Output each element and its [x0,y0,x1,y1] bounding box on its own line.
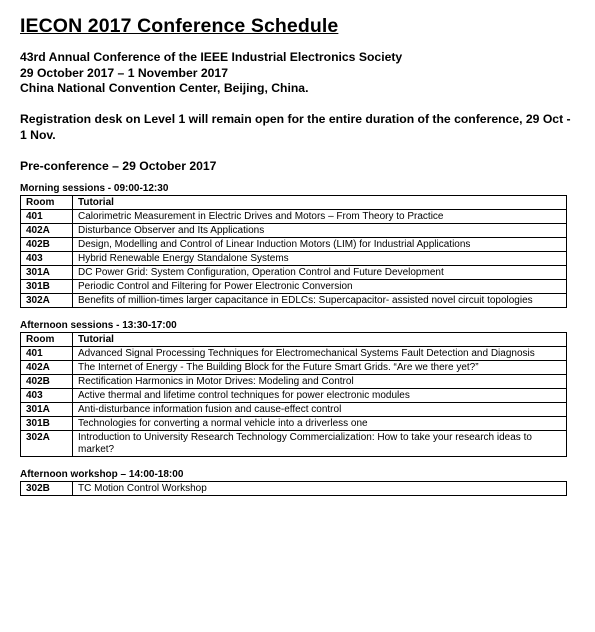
conference-dates: 29 October 2017 – 1 November 2017 [20,65,228,80]
room-cell: 301B [21,416,73,430]
table-row [21,346,567,360]
conference-venue: China National Convention Center, Beijing, China. [20,81,309,95]
table-row [21,293,567,307]
table-header-row [21,332,567,346]
tutorial-cell: Introduction to University Research Technology Commercialization: How to take your research ideas to market? [73,430,567,456]
tutorial-cell: Rectification Harmonics in Motor Drives: Modeling and Control [73,374,567,388]
table-row [21,237,567,251]
room-cell: 403 [21,251,73,265]
page-title: IECON 2017 Conference Schedule [20,15,339,37]
table-row [21,209,567,223]
tutorial-cell: Active thermal and lifetime control techniques for power electronic modules [73,388,567,402]
table-row [21,416,567,430]
morning-sessions-table [20,195,567,308]
room-cell: 302A [21,293,73,307]
tutorial-cell: Disturbance Observer and Its Applications [73,223,567,237]
tutorial-column-header: Tutorial [73,332,567,346]
conference-info [20,50,571,97]
tutorial-cell: Hybrid Renewable Energy Standalone Systems [73,251,567,265]
tutorial-cell: DC Power Grid: System Configuration, Operation Control and Future Development [73,265,567,279]
room-column-header: Room [21,195,73,209]
tutorial-cell: TC Motion Control Workshop [73,481,567,495]
table-row [21,360,567,374]
tutorial-column-header: Tutorial [73,195,567,209]
tutorial-cell: Anti-disturbance information fusion and cause-effect control [73,402,567,416]
table-row [21,374,567,388]
tutorial-cell: Periodic Control and Filtering for Power Electronic Conversion [73,279,567,293]
tutorial-cell: Benefits of million-times larger capacitance in EDLCs: Supercapacitor- assisted novel circuit topologies [73,293,567,307]
tutorial-cell: The Internet of Energy - The Building Block for the Future Smart Grids. “Are we there yet?” [73,360,567,374]
tutorial-cell: Technologies for converting a normal vehicle into a driverless one [73,416,567,430]
morning-sessions-heading: Morning sessions - 09:00-12:30 [20,182,169,194]
room-cell: 301A [21,265,73,279]
room-cell: 401 [21,346,73,360]
afternoon-sessions-heading: Afternoon sessions - 13:30-17:00 [20,319,177,331]
table-row [21,481,567,495]
table-row [21,223,567,237]
room-cell: 302B [21,481,73,495]
table-header-row [21,195,567,209]
room-cell: 403 [21,388,73,402]
table-row [21,265,567,279]
room-cell: 402A [21,360,73,374]
room-cell: 301A [21,402,73,416]
table-row [21,251,567,265]
table-row [21,430,567,456]
registration-note: Registration desk on Level 1 will remain open for the entire duration of the conference, 29 Oct - 1 Nov. [20,111,571,142]
preconference-heading: Pre-conference – 29 October 2017 [20,158,217,173]
tutorial-cell: Advanced Signal Processing Techniques for Electromechanical Systems Fault Detection and Diagnosis [73,346,567,360]
workshop-table [20,481,567,496]
conference-name: 43rd Annual Conference of the IEEE Industrial Electronics Society [20,50,403,64]
table-row [21,402,567,416]
table-row [21,279,567,293]
room-cell: 402B [21,374,73,388]
afternoon-sessions-table [20,332,567,457]
tutorial-cell: Calorimetric Measurement in Electric Drives and Motors – From Theory to Practice [73,209,567,223]
room-column-header: Room [21,332,73,346]
room-cell: 302A [21,430,73,456]
room-cell: 301B [21,279,73,293]
table-row [21,388,567,402]
afternoon-workshop-heading: Afternoon workshop – 14:00-18:00 [20,468,184,480]
room-cell: 401 [21,209,73,223]
tutorial-cell: Design, Modelling and Control of Linear Induction Motors (LIM) for Industrial Applications [73,237,567,251]
room-cell: 402A [21,223,73,237]
room-cell: 402B [21,237,73,251]
